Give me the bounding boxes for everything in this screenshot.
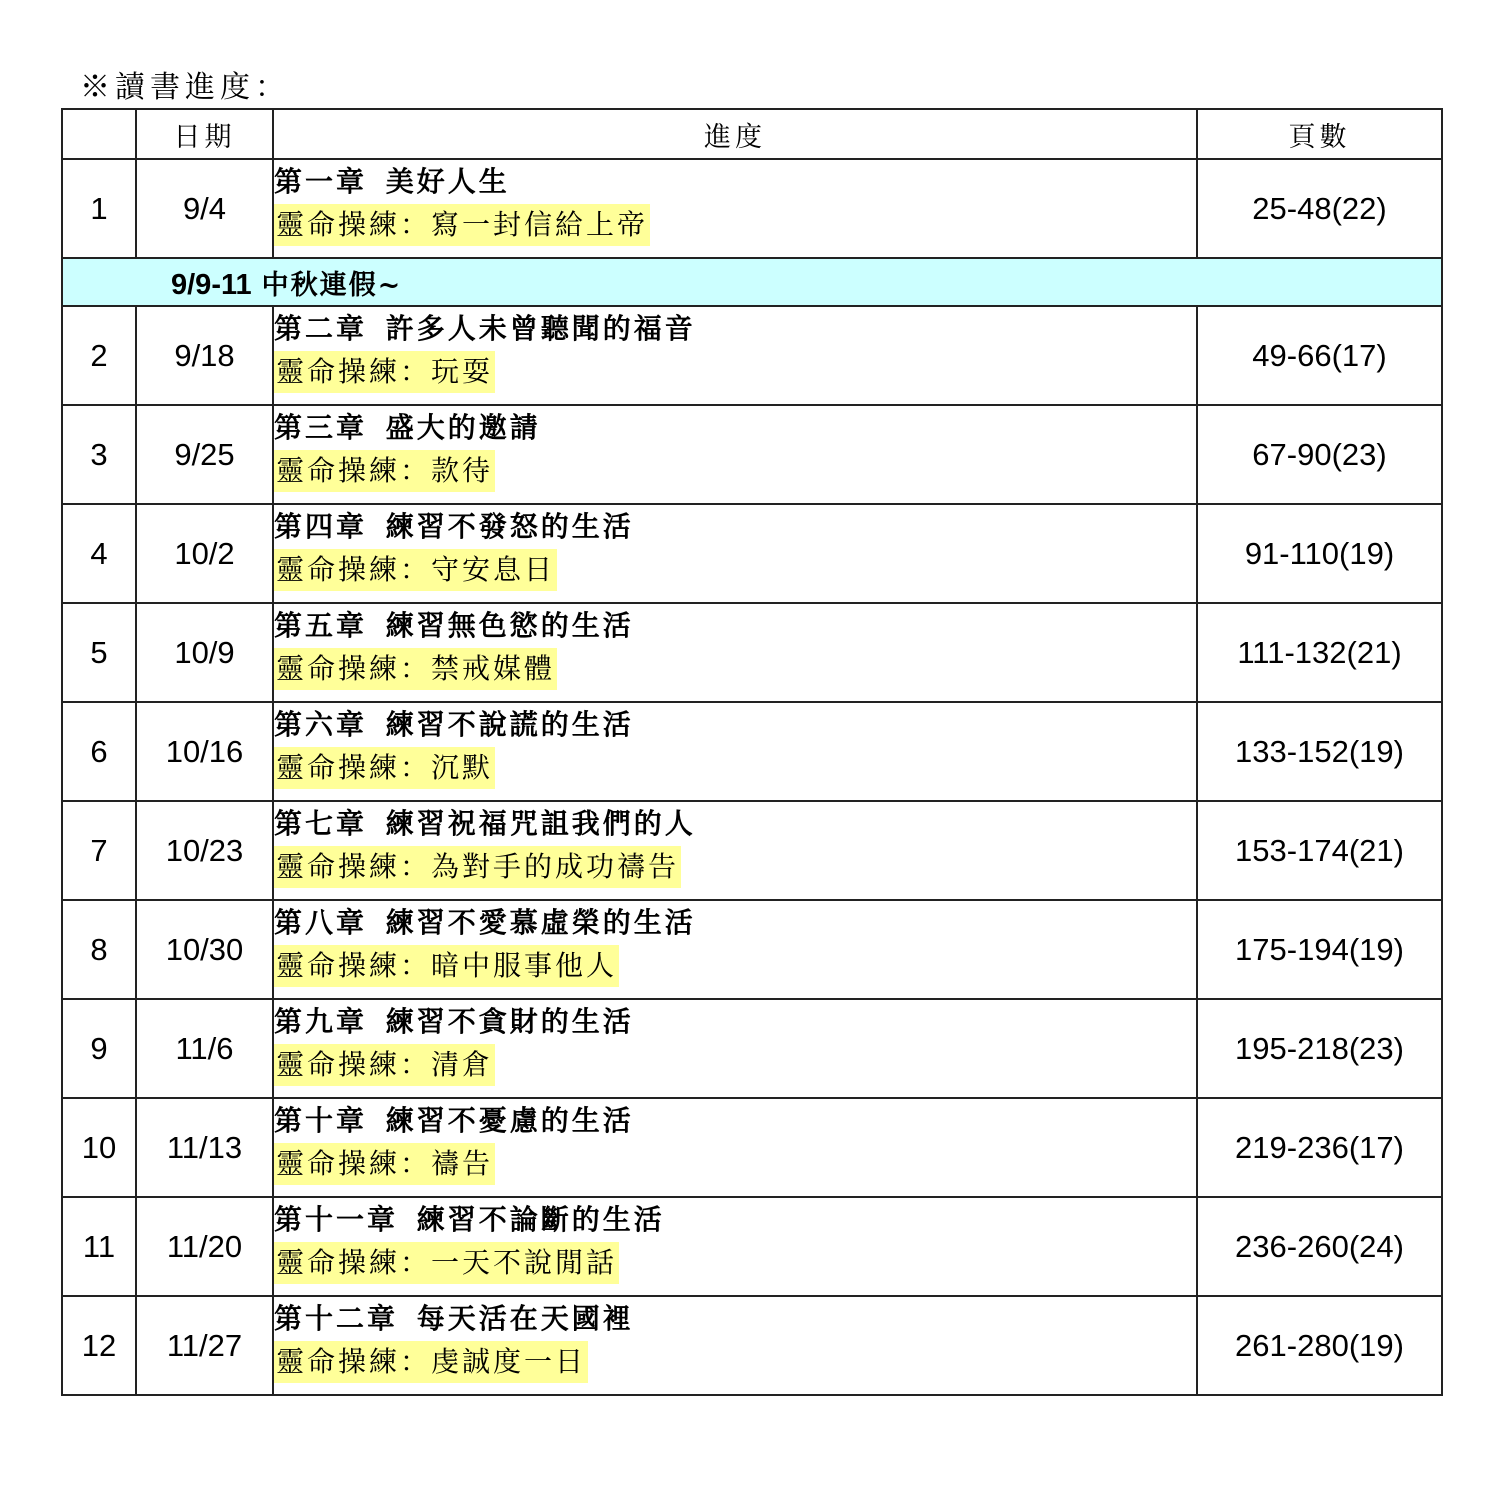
row-progress	[273, 1296, 1197, 1395]
row-pages: 25-48(22)	[1197, 159, 1442, 258]
chapter-title: 第八章 練習不愛慕虛榮的生活	[274, 906, 696, 939]
table-row	[62, 1098, 1442, 1197]
row-date: 10/9	[136, 603, 273, 702]
row-number: 7	[62, 801, 136, 900]
row-pages: 195-218(23)	[1197, 999, 1442, 1098]
header-date: 日期	[136, 109, 273, 159]
spiritual-exercise: 靈命操練：守安息日	[274, 549, 557, 591]
holiday-cell	[62, 258, 1442, 306]
holiday-date: 9/9-11	[171, 268, 252, 301]
table-row	[62, 603, 1442, 702]
row-date: 9/4	[136, 159, 273, 258]
row-number: 2	[62, 306, 136, 405]
spiritual-exercise: 靈命操練：清倉	[274, 1044, 495, 1086]
page-heading: ※讀書進度：	[80, 70, 290, 105]
row-pages: 91-110(19)	[1197, 504, 1442, 603]
spiritual-exercise: 靈命操練：虔誠度一日	[274, 1341, 588, 1383]
row-date: 9/25	[136, 405, 273, 504]
chapter-title: 第四章 練習不發怒的生活	[274, 510, 634, 543]
table-row	[62, 306, 1442, 405]
row-pages: 133-152(19)	[1197, 702, 1442, 801]
row-pages: 111-132(21)	[1197, 603, 1442, 702]
spiritual-exercise: 靈命操練：玩耍	[274, 351, 495, 393]
row-progress	[273, 306, 1197, 405]
chapter-title: 第六章 練習不說謊的生活	[274, 708, 634, 741]
row-progress	[273, 504, 1197, 603]
table-row	[62, 801, 1442, 900]
row-pages: 261-280(19)	[1197, 1296, 1442, 1395]
table-row	[62, 1197, 1442, 1296]
chapter-title: 第十一章 練習不論斷的生活	[274, 1203, 665, 1236]
table-row	[62, 1296, 1442, 1395]
table-row	[62, 405, 1442, 504]
row-pages: 236-260(24)	[1197, 1197, 1442, 1296]
row-date: 11/20	[136, 1197, 273, 1296]
row-date: 10/2	[136, 504, 273, 603]
chapter-title: 第十二章 每天活在天國裡	[274, 1302, 634, 1335]
spiritual-exercise: 靈命操練：一天不說閒話	[274, 1242, 619, 1284]
row-number: 12	[62, 1296, 136, 1395]
spiritual-exercise: 靈命操練：為對手的成功禱告	[274, 846, 681, 888]
row-number: 5	[62, 603, 136, 702]
header-progress: 進度	[273, 109, 1197, 159]
header-number	[62, 109, 136, 159]
row-date: 9/18	[136, 306, 273, 405]
reading-schedule-table	[61, 108, 1443, 1396]
chapter-title: 第五章 練習無色慾的生活	[274, 609, 634, 642]
row-date: 10/23	[136, 801, 273, 900]
row-pages: 49-66(17)	[1197, 306, 1442, 405]
spiritual-exercise: 靈命操練：寫一封信給上帝	[274, 204, 650, 246]
row-pages: 219-236(17)	[1197, 1098, 1442, 1197]
row-progress	[273, 999, 1197, 1098]
row-progress	[273, 1197, 1197, 1296]
row-number: 6	[62, 702, 136, 801]
chapter-title: 第二章 許多人未曾聽聞的福音	[274, 312, 696, 345]
chapter-title: 第七章 練習祝福咒詛我們的人	[274, 807, 696, 840]
header-pages: 頁數	[1197, 109, 1442, 159]
table-row	[62, 159, 1442, 258]
row-date: 11/27	[136, 1296, 273, 1395]
chapter-title: 第十章 練習不憂慮的生活	[274, 1104, 634, 1137]
row-progress	[273, 159, 1197, 258]
row-date: 10/16	[136, 702, 273, 801]
spiritual-exercise: 靈命操練：沉默	[274, 747, 495, 789]
table-row	[62, 999, 1442, 1098]
spiritual-exercise: 靈命操練：款待	[274, 450, 495, 492]
table-header-row	[62, 109, 1442, 159]
chapter-title: 第三章 盛大的邀請	[274, 411, 541, 444]
row-progress	[273, 405, 1197, 504]
chapter-title: 第九章 練習不貪財的生活	[274, 1005, 634, 1038]
table-row	[62, 900, 1442, 999]
row-progress	[273, 603, 1197, 702]
spiritual-exercise: 靈命操練：暗中服事他人	[274, 945, 619, 987]
row-number: 10	[62, 1098, 136, 1197]
row-date: 11/6	[136, 999, 273, 1098]
row-progress	[273, 1098, 1197, 1197]
spiritual-exercise: 靈命操練：禁戒媒體	[274, 648, 557, 690]
table-row	[62, 504, 1442, 603]
row-date: 11/13	[136, 1098, 273, 1197]
row-pages: 153-174(21)	[1197, 801, 1442, 900]
row-number: 1	[62, 159, 136, 258]
row-pages: 67-90(23)	[1197, 405, 1442, 504]
row-number: 3	[62, 405, 136, 504]
holiday-row	[62, 258, 1442, 306]
row-pages: 175-194(19)	[1197, 900, 1442, 999]
row-progress	[273, 900, 1197, 999]
table-row	[62, 702, 1442, 801]
row-number: 4	[62, 504, 136, 603]
row-progress	[273, 702, 1197, 801]
chapter-title: 第一章 美好人生	[274, 165, 510, 198]
row-number: 9	[62, 999, 136, 1098]
row-number: 8	[62, 900, 136, 999]
row-progress	[273, 801, 1197, 900]
row-number: 11	[62, 1197, 136, 1296]
spiritual-exercise: 靈命操練：禱告	[274, 1143, 495, 1185]
holiday-text: 中秋連假~	[261, 269, 403, 301]
row-date: 10/30	[136, 900, 273, 999]
